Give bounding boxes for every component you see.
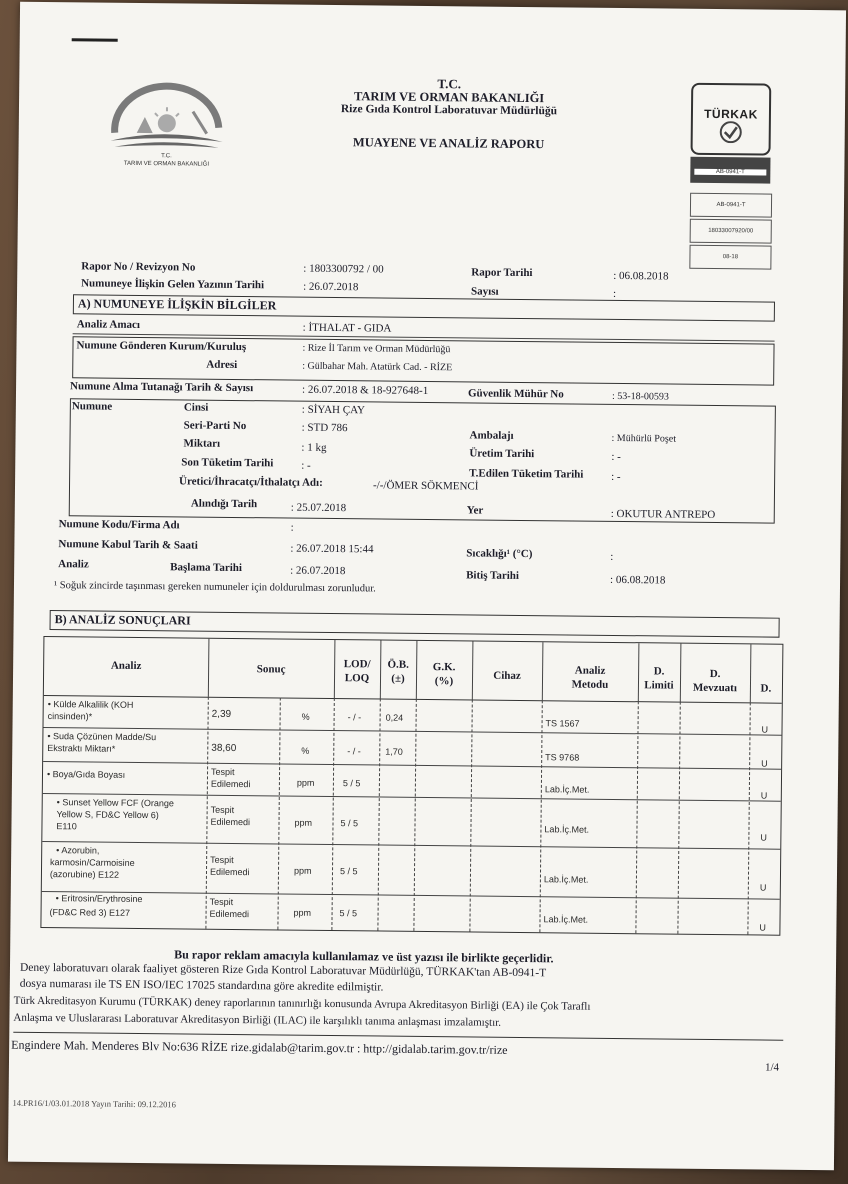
numune-kodu-label: Numune Kodu/Firma Adı (58, 518, 180, 532)
row-analiz-line2: Ekstraktı Miktarı* (47, 743, 116, 754)
row-d: U (761, 758, 768, 769)
col-line (205, 697, 208, 929)
row-lod: 5 / 5 (340, 818, 359, 829)
col-line (677, 702, 680, 934)
row-sonuc-line2: Edilemedi (210, 778, 251, 790)
row-divider (43, 758, 781, 770)
analiz-label: Analiz (58, 558, 89, 571)
section-b-title: B) ANALİZ SONUÇLARI (50, 610, 780, 638)
gonderen-value: : Rize İl Tarım ve Orman Müdürlüğü (302, 342, 451, 356)
gonderen-label: Numune Gönderen Kurum/Kuruluş (76, 339, 247, 354)
col-line (539, 700, 542, 932)
accreditation-line-3: Türk Akreditasyon Kurumu (TÜRKAK) deney raporlarının tanınırlığı konusunda Avrupa Akreditasyon Birliği (EA) ile Çok Taraflı (13, 994, 591, 1013)
row-sonuc-line1: Tespit (209, 896, 234, 907)
adres-value: : Gülbahar Mah. Atatürk Cad. - RİZE (302, 360, 453, 374)
uretim-label: Üretim Tarihi (469, 447, 535, 461)
row-lod: 5 / 5 (342, 778, 361, 789)
page-number: 1/4 (764, 1061, 780, 1074)
t-edilen-label: T.Edilen Tüketim Tarihi (469, 467, 584, 481)
sicaklik-value: : (610, 550, 614, 563)
accreditation-number: AB-0941-T (694, 169, 766, 176)
bitis-value: : 06.08.2018 (610, 573, 666, 587)
row-sonuc-line1: Tespit (210, 766, 235, 777)
header-metod-1: Analiz (574, 664, 606, 677)
logo-caption-ministry: TARIM VE ORMAN BAKANLIĞI (123, 160, 210, 168)
turkak-badge (691, 83, 772, 156)
row-divider (42, 841, 780, 850)
header-dlimit-2: Limiti (644, 679, 674, 692)
col-line (413, 699, 416, 931)
col-line (469, 699, 472, 931)
col-line (277, 697, 280, 929)
row-analiz-line1: • Suda Çözünen Madde/Su (47, 731, 157, 743)
row-analiz-line1: • Külde Alkalilik (KOH (47, 699, 134, 710)
row-lod: - / - (347, 746, 361, 757)
row-metod: Lab.İç.Met. (543, 874, 589, 885)
row-analiz-line1: • Azorubin, (56, 845, 100, 856)
yer-value: : OKUTUR ANTREPO (610, 507, 716, 522)
stamp-box-2: 18033007920/00 (690, 219, 772, 244)
row-analiz-line1: • Boya/Gıda Boyası (46, 769, 126, 780)
row-birim: ppm (293, 865, 312, 876)
top-dash-mark (72, 38, 118, 41)
logo-caption-tc: T.C. (161, 153, 172, 160)
tutanak-value: : 26.07.2018 & 18-927648-1 (301, 383, 429, 398)
miktar-label: Miktarı (183, 437, 221, 450)
stamp-box-1: AB-0941-T (690, 193, 772, 218)
seri-value: : STD 786 (301, 421, 348, 435)
row-lod: 5 / 5 (339, 866, 358, 877)
row-ob: 1,70 (385, 746, 403, 757)
row-birim: ppm (294, 817, 313, 828)
reklam-notice: Bu rapor reklam amacıyla kullanılamaz ve üst yazısı ile birlikte geçerlidir. (174, 947, 554, 966)
row-sonuc-line2: Edilemedi (209, 908, 250, 920)
header-dmevzuat-2: Mevzuatı (692, 681, 737, 695)
row-sonuc-line2: Edilemedi (210, 816, 251, 828)
numune-box (69, 398, 776, 523)
header-analiz: Analiz (110, 659, 142, 673)
cinsi-label: Cinsi (183, 401, 209, 414)
header-lod-2: LOQ (344, 672, 370, 685)
muhur-value: : 53-18-00593 (611, 390, 670, 403)
sayisi-value: : (613, 287, 617, 300)
header-divider (44, 695, 782, 704)
header-cihaz: Cihaz (493, 669, 521, 682)
kabul-label: Numune Kabul Tarih & Saati (58, 538, 198, 552)
tutanak-label: Numune Alma Tutanağı Tarih & Sayısı (70, 380, 254, 395)
header-d: D. (760, 682, 772, 695)
header-ob-2: (±) (391, 672, 405, 685)
footer-address: Engindere Mah. Menderes Blv No:636 RİZE rize.gidalab@tarim.gov.tr : http://gidalab.tarim.gov.tr/rize (11, 1037, 508, 1057)
t-edilen-value: : - (611, 470, 621, 484)
header-metod-2: Metodu (571, 678, 609, 691)
son-tuketim-label: Son Tüketim Tarihi (181, 456, 274, 470)
header-gk-2: (%) (434, 675, 454, 688)
row-metod: TS 1567 (545, 718, 580, 729)
sayisi-label: Sayısı (471, 285, 499, 298)
row-analiz-line2: cinsinden)* (47, 711, 93, 722)
stamp-box-3: 08-18 (689, 245, 771, 270)
turkak-name: TÜRKAK (704, 106, 758, 122)
header-ob-1: Ö.B. (387, 658, 409, 671)
header-sonuc: Sonuç (256, 663, 286, 676)
adres-label: Adresi (206, 358, 238, 372)
son-tuketim-value: : - (301, 459, 311, 472)
col-line (747, 702, 750, 934)
header-ministry: TARIM VE ORMAN BAKANLIĞI (353, 89, 545, 106)
row-lod: 5 / 5 (339, 908, 358, 919)
row-metod: Lab.İç.Met. (543, 914, 589, 925)
miktar-value: : 1 kg (301, 441, 327, 454)
footnote: ¹ Soğuk zincirde taşınması gereken numuneler için doldurulması zorunludur. (53, 580, 376, 595)
row-d: U (759, 882, 767, 893)
bitis-label: Bitiş Tarihi (466, 569, 520, 582)
row-analiz-line2: karmosin/Carmoisine (50, 857, 135, 868)
row-d: U (760, 790, 768, 801)
row-divider (42, 891, 780, 900)
row-d: U (760, 832, 767, 843)
yazi-tarihi-value: : 26.07.2018 (303, 280, 359, 294)
form-code: 14.PR16/1/03.01.2018 Yayın Tarihi: 09.12.2016 (12, 1097, 176, 1110)
row-metod: TS 9768 (545, 752, 580, 763)
rapor-no-value: : 1803300792 / 00 (303, 262, 384, 276)
row-sonuc-line2: Edilemedi (209, 866, 250, 878)
header-dlimit-1: D. (653, 665, 665, 678)
baslama-value: : 26.07.2018 (290, 564, 346, 578)
row-birim: ppm (293, 907, 312, 918)
accreditation-line-2: dosya numarası ile TS EN ISO/IEC 17025 standardına göre akredite edilmiştir. (19, 977, 384, 994)
muhur-label: Güvenlik Mühür No (467, 387, 564, 401)
uretici-value: -/-/ÖMER SÖKMENCİ (372, 479, 479, 493)
section-a-title: A) NUMUNEYE İLİŞKİN BİLGİLER (73, 294, 775, 321)
row-birim: ppm (296, 777, 315, 788)
rapor-tarihi-value: : 06.08.2018 (613, 269, 669, 283)
analiz-amaci-value: : İTHALAT - GIDA (302, 321, 392, 335)
row-analiz-line2: Yellow S, FD&C Yellow 6) (56, 809, 159, 821)
col-line (377, 699, 380, 931)
header-dmevzuat-1: D. (709, 667, 721, 681)
uretim-value: : - (611, 450, 621, 464)
row-sonuc: 2,39 (211, 708, 232, 720)
header-gk-1: G.K. (432, 661, 456, 674)
ambalaj-label: Ambalajı (469, 429, 514, 442)
alindigi-label: Alındığı Tarih (190, 497, 258, 511)
row-d: U (759, 922, 766, 933)
col-line (331, 698, 334, 930)
uretici-label: Üretici/İhracatçı/İthalatçı Adı: (179, 475, 323, 489)
accreditation-line-4: Anlaşma ve Uluslararası Laboratuvar Akreditasyon Birliği (ILAC) ile karşılıklı tanıma anlaşması imzalamıştır. (13, 1011, 502, 1029)
seri-label: Seri-Parti No (183, 419, 247, 433)
turkak-checkmark-icon (716, 121, 746, 143)
ambalaj-value: : Mühürlü Poşet (611, 432, 677, 445)
row-analiz-line3: E110 (56, 821, 77, 832)
row-analiz-line1: • Eritrosin/Erythrosine (55, 893, 143, 905)
cinsi-value: : SİYAH ÇAY (301, 403, 366, 417)
row-lod: - / - (347, 712, 362, 723)
accreditation-line-1: Deney laboratuvarı olarak faaliyet gösteren Rize Gıda Kontrol Laboratuvar Müdürlüğü, TÜRKAK'tan AB-0941-T (19, 961, 547, 980)
yazi-tarihi-label: Numuneye İlişkin Gelen Yazının Tarihi (81, 277, 265, 292)
row-analiz-line1: • Sunset Yellow FCF (Orange (56, 797, 174, 809)
header-lod-1: LOD/ (343, 658, 371, 671)
analiz-amaci-label: Analiz Amacı (76, 318, 141, 331)
rapor-no-label: Rapor No / Revizyon No (81, 260, 196, 274)
row-d: U (761, 724, 769, 735)
sicaklik-label: Sıcaklığı¹ (°C) (466, 547, 533, 561)
baslama-label: Başlama Tarihi (170, 561, 243, 575)
row-metod: Lab.İç.Met. (544, 824, 590, 835)
header-tc: T.C. (437, 76, 462, 92)
accreditation-number-box (690, 157, 770, 184)
numune-label: Numune (71, 400, 113, 413)
row-analiz-line2: (FD&C Red 3) E127 (49, 907, 131, 918)
row-ob: 0,24 (385, 712, 404, 723)
row-sonuc-line1: Tespit (210, 854, 234, 865)
yer-label: Yer (466, 504, 484, 517)
kabul-value: : 26.07.2018 15:44 (290, 542, 374, 556)
results-table (40, 636, 783, 936)
numune-kodu-value: : (290, 521, 294, 534)
report-page (8, 2, 846, 1171)
row-birim: % (301, 745, 310, 756)
report-title: MUAYENE VE ANALİZ RAPORU (352, 135, 545, 152)
row-metod: Lab.İç.Met. (544, 784, 590, 795)
row-analiz-line3: (azorubine) E122 (49, 869, 120, 880)
rapor-tarihi-label: Rapor Tarihi (471, 266, 533, 280)
header-lab: Rize Gıda Kontrol Laboratuvar Müdürlüğü (340, 103, 558, 118)
alindigi-value: : 25.07.2018 (290, 501, 347, 515)
row-sonuc: 38,60 (211, 742, 237, 755)
row-birim: % (301, 711, 310, 722)
row-sonuc-line1: Tespit (210, 804, 235, 815)
col-line (635, 701, 638, 933)
